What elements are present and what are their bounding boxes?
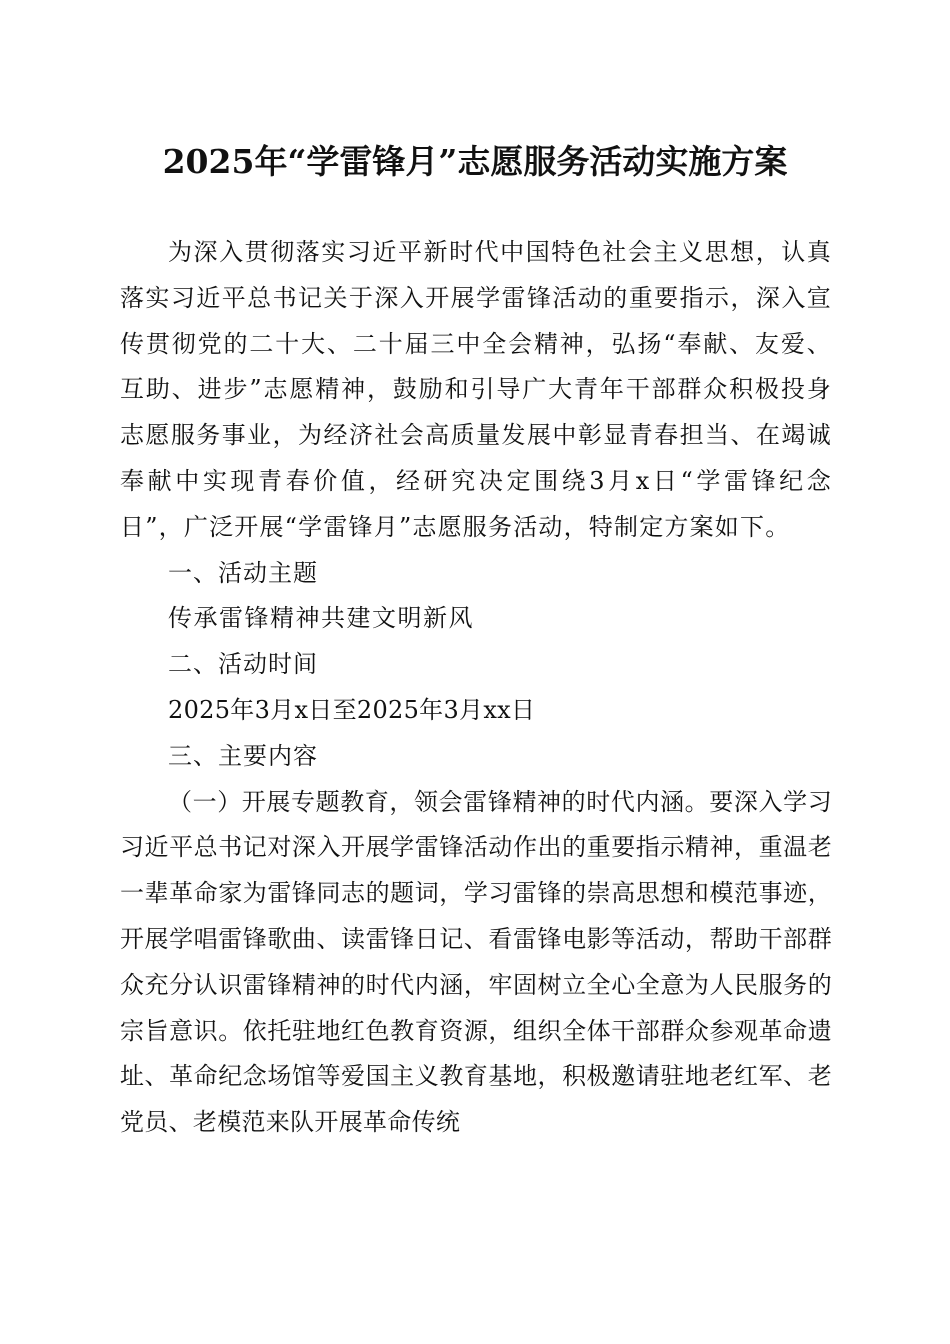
intro-paragraph: 为深入贯彻落实习近平新时代中国特色社会主义思想，认真落实习近平总书记关于深入开展学雷锋活动的重要指示，深入宣传贯彻党的二十大、二十届三中全会精神，弘扬“奉献、友爱、互助、进步”志愿精神，鼓励和引导广大青年干部群众积极投身志愿服务事业，为经济社会高质量发展中彰显青春担当、在竭诚奉献中实现青春价值，经研究决定围绕3月x日“学雷锋纪念日”，广泛开展“学雷锋月”志愿服务活动，特制定方案如下。	[120, 238, 832, 541]
section-text-time: 2025年3月x日至2025年3月xx日	[168, 695, 536, 724]
section-heading-time: 二、活动时间	[168, 650, 318, 679]
section-text-theme: 传承雷锋精神共建文明新风	[168, 604, 474, 633]
section-text-content: （一）开展专题教育，领会雷锋精神的时代内涵。要深入学习习近平总书记对深入开展学雷锋活动作出的重要指示精神，重温老一辈革命家为雷锋同志的题词，学习雷锋的崇高思想和模范事迹，开展学唱雷锋歌曲、读雷锋日记、看雷锋电影等活动，帮助干部群众充分认识雷锋精神的时代内涵，牢固树立全心全意为人民服务的宗旨意识。依托驻地红色教育资源，组织全体干部群众参观革命遗址、革命纪念场馆等爱国主义教育基地，积极邀请驻地老红军、老党员、老模范来队开展革命传统	[120, 787, 832, 1137]
section-heading-content: 三、主要内容	[168, 741, 318, 770]
document-title: 2025年“学雷锋月”志愿服务活动实施方案	[162, 142, 788, 181]
section-heading-theme: 一、活动主题	[168, 558, 318, 587]
document-body	[120, 230, 832, 1146]
